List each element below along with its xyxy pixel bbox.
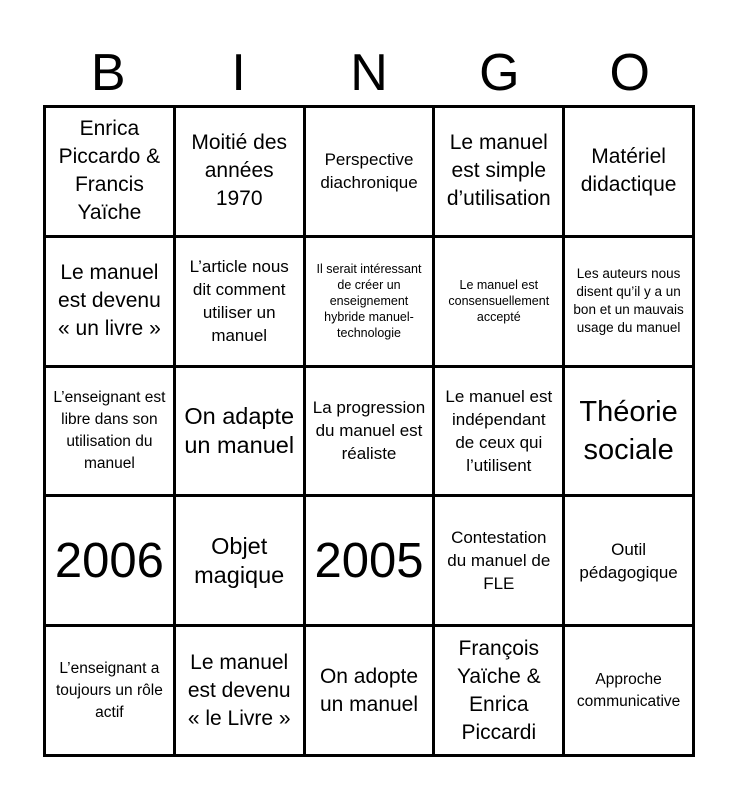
bingo-cell[interactable] — [435, 368, 565, 498]
cell-text: Les auteurs nous disent qu’il y a un bon et un mauvais usage du manuel — [573, 266, 684, 336]
cell-text: Le manuel est simple d’utilisation — [446, 131, 551, 211]
cell-text: Outil pédagogique — [579, 539, 678, 582]
bingo-grid — [43, 105, 695, 757]
bingo-cell[interactable] — [306, 368, 436, 498]
bingo-cell[interactable] — [306, 627, 436, 757]
header-letter-b: B — [90, 44, 126, 102]
header-letter-i: I — [231, 44, 246, 102]
header-letter-g: G — [479, 44, 520, 102]
bingo-cell[interactable] — [46, 497, 176, 627]
bingo-cell[interactable] — [176, 108, 306, 238]
cell-text: Le manuel est consensuellement accepté — [448, 278, 550, 325]
bingo-cell[interactable] — [306, 497, 436, 627]
header-letter-n: N — [350, 44, 388, 102]
cell-text: L’enseignant est libre dans son utilisation du manuel — [53, 388, 166, 472]
cell-text: Il serait intéressant de créer un enseignement hybride manuel-technologie — [316, 262, 422, 341]
cell-text: Le manuel est devenu « un livre » — [58, 261, 161, 341]
bingo-header — [43, 42, 695, 104]
bingo-cell[interactable] — [46, 238, 176, 368]
cell-text: On adapte un manuel — [184, 402, 295, 458]
bingo-cell[interactable] — [46, 368, 176, 498]
header-letter-o: O — [609, 44, 650, 102]
cell-text: Le manuel est indépendant de ceux qui l’utilisent — [445, 386, 553, 475]
cell-text: Approche communicative — [576, 670, 681, 710]
bingo-cell[interactable] — [565, 627, 695, 757]
bingo-cell[interactable] — [306, 238, 436, 368]
bingo-cell[interactable] — [565, 497, 695, 627]
bingo-cell[interactable] — [435, 108, 565, 238]
cell-text: Théorie sociale — [579, 395, 678, 466]
cell-text: Contestation du manuel de FLE — [447, 528, 551, 594]
cell-text: La progression du manuel est réaliste — [312, 398, 426, 464]
bingo-cell[interactable] — [565, 238, 695, 368]
cell-text: 2006 — [54, 533, 164, 588]
bingo-cell[interactable] — [435, 497, 565, 627]
bingo-cell[interactable] — [176, 368, 306, 498]
bingo-cell[interactable] — [306, 108, 436, 238]
cell-text: Moitié des années 1970 — [191, 131, 288, 211]
cell-text: 2005 — [314, 533, 424, 588]
cell-text: François Yaïche & Enrica Piccardi — [456, 636, 541, 744]
cell-text: Objet magique — [194, 532, 285, 588]
bingo-cell[interactable] — [565, 108, 695, 238]
bingo-cell[interactable] — [435, 627, 565, 757]
cell-text: On adopte un manuel — [319, 664, 419, 716]
bingo-cell[interactable] — [176, 627, 306, 757]
cell-text: Le manuel est devenu « le Livre » — [187, 650, 291, 730]
bingo-cell[interactable] — [565, 368, 695, 498]
bingo-cell[interactable] — [46, 627, 176, 757]
cell-text: Matériel didactique — [580, 145, 677, 197]
bingo-cell[interactable] — [176, 238, 306, 368]
cell-text: L’article nous dit comment utiliser un manuel — [189, 257, 289, 346]
cell-text: Perspective diachronique — [320, 150, 418, 193]
cell-text: Enrica Piccardo & Francis Yaïche — [58, 117, 161, 225]
bingo-cell[interactable] — [46, 108, 176, 238]
cell-text: L’enseignant a toujours un rôle actif — [55, 659, 163, 721]
bingo-cell[interactable] — [435, 238, 565, 368]
bingo-cell[interactable] — [176, 497, 306, 627]
